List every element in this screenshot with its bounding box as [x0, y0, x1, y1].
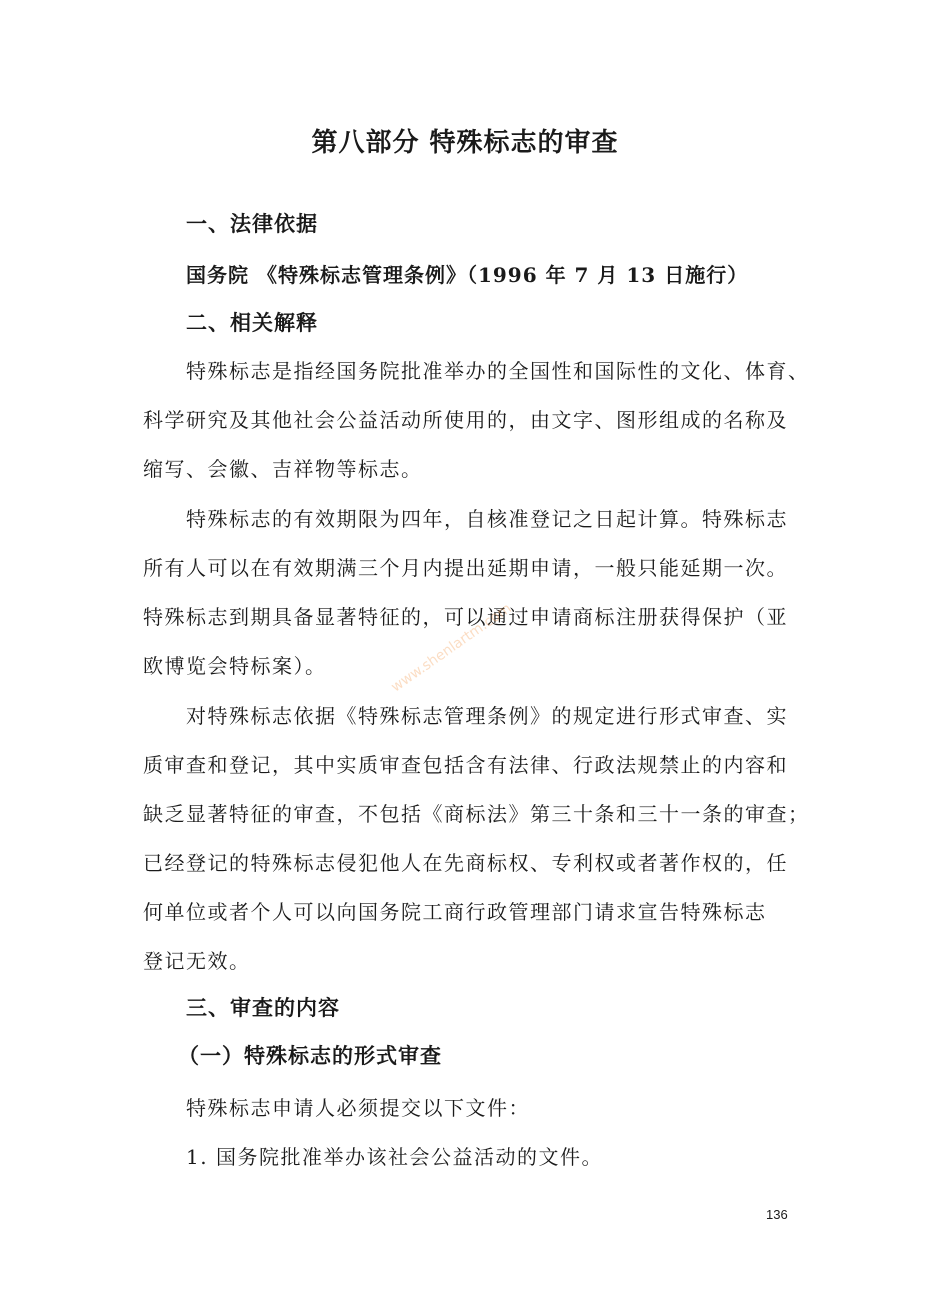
- paragraph-line: 科学研究及其他社会公益活动所使用的，由文字、图形组成的名称及: [143, 408, 788, 432]
- subsection-heading-formal-review: （一）特殊标志的形式审查: [178, 1044, 442, 1068]
- section-heading-legal-basis: 一、法律依据: [186, 212, 318, 236]
- paragraph-line: 特殊标志到期具备显著特征的，可以通过申请商标注册获得保护（亚: [143, 605, 788, 629]
- paragraph-line: 缺乏显著特征的审查，不包括《商标法》第三十条和三十一条的审查；: [143, 802, 810, 826]
- paragraph-line: 对特殊标志依据《特殊标志管理条例》的规定进行形式审查、实: [186, 704, 788, 728]
- paragraph-line: 登记无效。: [143, 949, 251, 973]
- list-item: 1. 国务院批准举办该社会公益活动的文件。: [186, 1145, 603, 1169]
- paragraph-line: 特殊标志是指经国务院批准举办的全国性和国际性的文化、体育、: [186, 359, 810, 383]
- paragraph-line: 欧博览会特标案）。: [143, 654, 327, 678]
- page-title: 第八部分 特殊标志的审查: [311, 128, 619, 158]
- page-number: 136: [766, 1207, 788, 1222]
- paragraph-line: 缩写、会徽、吉祥物等标志。: [143, 457, 423, 481]
- watermark: www.shenlartm.com: [388, 600, 515, 696]
- paragraph-line: 所有人可以在有效期满三个月内提出延期申请，一般只能延期一次。: [143, 556, 788, 580]
- law-reference: 国务院 《特殊标志管理条例》（1996 年 7 月 13 日施行）: [186, 263, 749, 287]
- section-heading-interpretation: 二、相关解释: [186, 311, 318, 335]
- paragraph-line: 特殊标志的有效期限为四年，自核准登记之日起计算。特殊标志: [186, 507, 788, 531]
- paragraph-line: 何单位或者个人可以向国务院工商行政管理部门请求宣告特殊标志: [143, 900, 767, 924]
- section-heading-review-content: 三、审查的内容: [186, 996, 340, 1020]
- paragraph-line: 已经登记的特殊标志侵犯他人在先商标权、专利权或者著作权的，任: [143, 851, 788, 875]
- paragraph-line: 质审查和登记，其中实质审查包括含有法律、行政法规禁止的内容和: [143, 753, 788, 777]
- paragraph-line: 特殊标志申请人必须提交以下文件：: [186, 1096, 530, 1120]
